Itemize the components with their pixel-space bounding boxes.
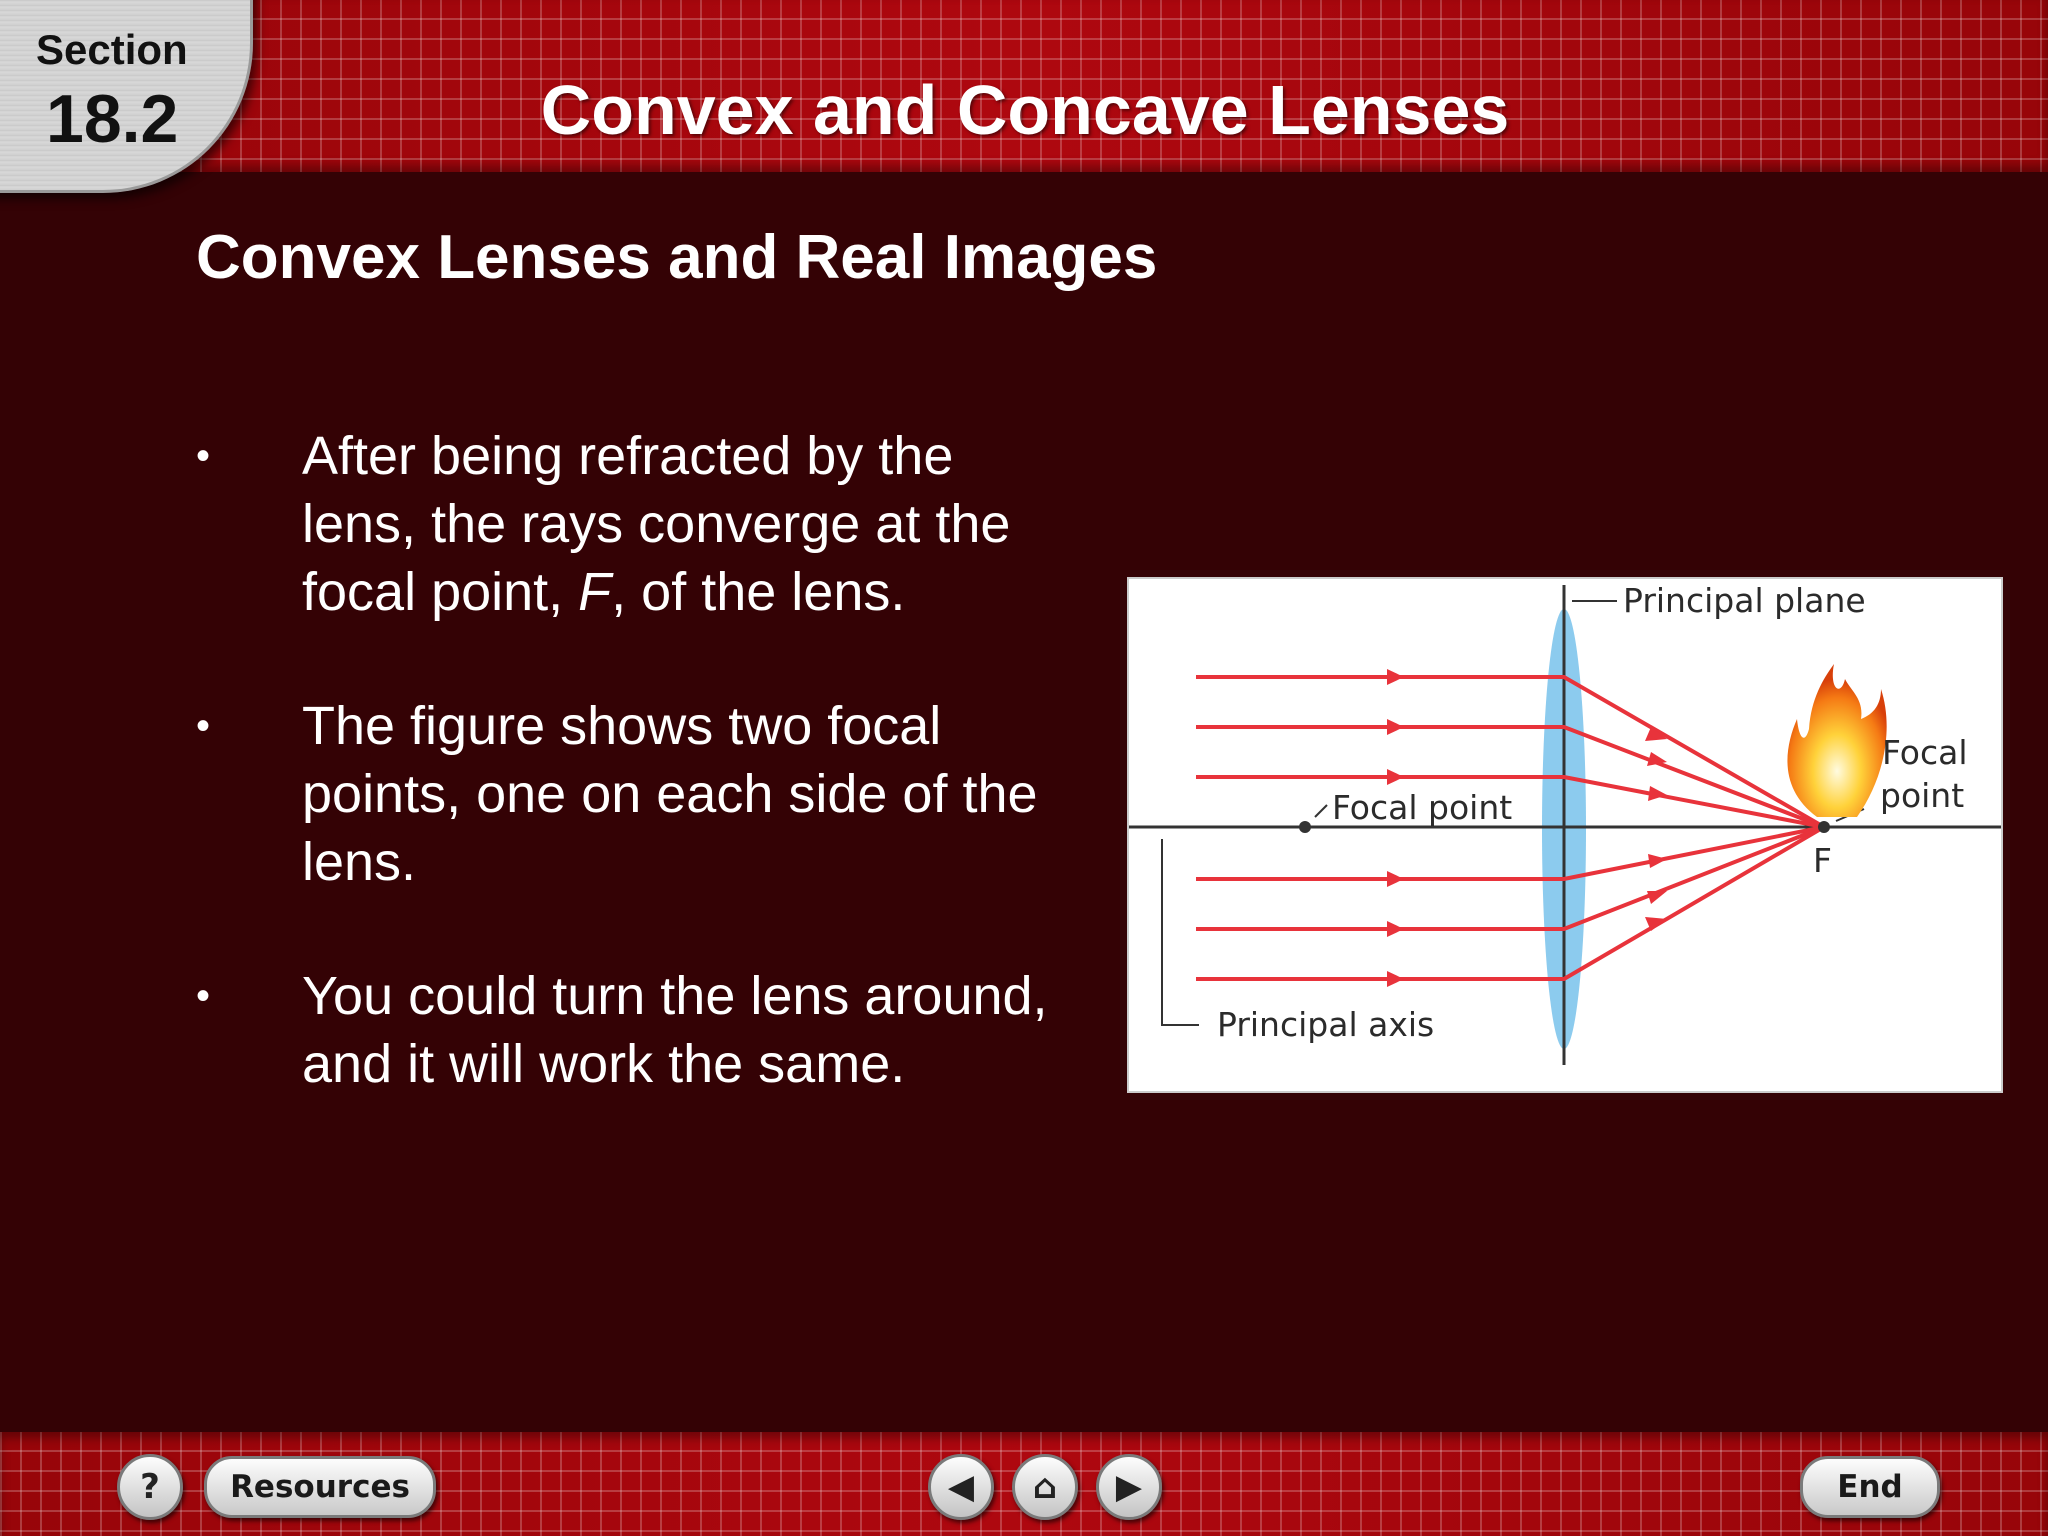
flame-icon xyxy=(1787,664,1886,817)
focal-letter-label: F xyxy=(1813,841,1832,880)
bullet-item xyxy=(196,692,1076,896)
principal-plane-label: Principal plane xyxy=(1623,581,1866,620)
focal-point-right-label-1: Focal xyxy=(1882,733,1968,772)
section-number: 18.2 xyxy=(46,81,179,157)
focal-point-right-label-2: point xyxy=(1880,776,1965,815)
focal-left-leader xyxy=(1315,805,1327,817)
focal-point-right-dot xyxy=(1818,821,1830,833)
bullet-text: After being refracted by the lens, the rays converge at the focal point, F, of the lens. xyxy=(302,426,1011,622)
end-button[interactable]: End xyxy=(1800,1456,1940,1518)
bullet-dot: • xyxy=(196,974,211,1018)
principal-axis-bracket xyxy=(1162,839,1199,1025)
page-title: Convex and Concave Lenses xyxy=(540,71,1510,149)
home-button[interactable] xyxy=(1012,1454,1078,1520)
previous-button[interactable] xyxy=(928,1454,994,1520)
help-button[interactable] xyxy=(117,1454,183,1520)
bullet-dot: • xyxy=(196,434,211,478)
bullet-item xyxy=(196,962,1076,1098)
bullet-dot: • xyxy=(196,704,211,748)
bullet-item xyxy=(196,422,1076,626)
principal-axis-label: Principal axis xyxy=(1217,1005,1435,1044)
arrow-right-icon: ▶ xyxy=(1115,1467,1143,1507)
focal-point-left-dot xyxy=(1299,821,1311,833)
bullet-text: The figure shows two focal points, one on each side of the lens. xyxy=(302,696,1038,892)
focal-point-left-label: Focal point xyxy=(1332,788,1513,827)
next-button[interactable] xyxy=(1096,1454,1162,1520)
header-banner xyxy=(0,0,2048,172)
resources-button[interactable]: Resources xyxy=(204,1456,436,1518)
arrow-left-icon: ◀ xyxy=(947,1467,975,1507)
help-icon: ? xyxy=(140,1467,160,1507)
bullet-list xyxy=(196,422,1076,1164)
bullet-text: You could turn the lens around, and it will work the same. xyxy=(302,966,1048,1094)
convex-lens-figure xyxy=(1127,577,2003,1093)
home-icon: ⌂ xyxy=(1032,1467,1058,1507)
footer-nav-bar xyxy=(0,1432,2048,1536)
slide-subtitle: Convex Lenses and Real Images xyxy=(196,223,1158,292)
section-label: Section xyxy=(36,26,188,73)
